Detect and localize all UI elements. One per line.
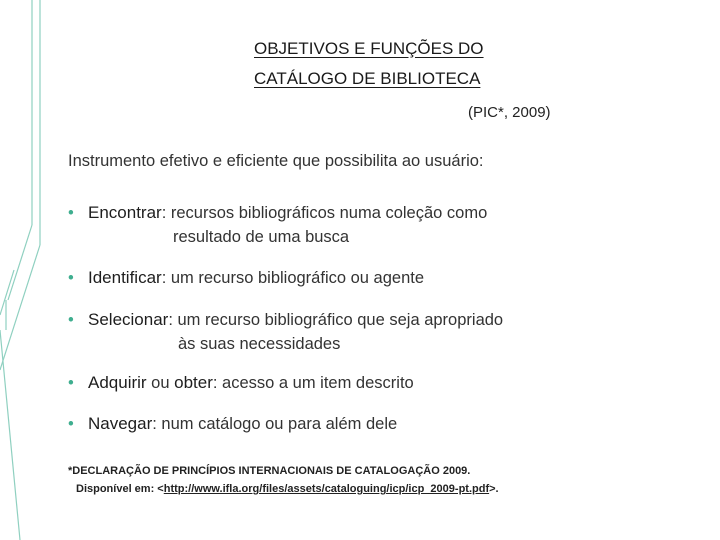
reference-line-2 xyxy=(68,480,499,498)
intro-text: Instrumento efetivo e eficiente que possibilita ao usuário: xyxy=(68,152,484,170)
bullet-term: Identificar xyxy=(88,268,162,287)
bullet-term-2: obter xyxy=(174,373,213,392)
decorative-lines xyxy=(0,0,60,540)
title-line-1: OBJETIVOS E FUNÇÕES DO xyxy=(254,39,484,58)
reference-suffix: >. xyxy=(489,483,499,495)
reference-link[interactable]: http://www.ifla.org/files/assets/cataloguing/icp/icp_2009-pt.pdf xyxy=(163,483,490,495)
bullet-dot: • xyxy=(68,374,74,392)
bullet-dot: • xyxy=(68,204,74,222)
bullet-continuation: resultado de uma busca xyxy=(173,228,350,246)
bullet-navegar xyxy=(68,414,397,434)
bullet-text: : num catálogo ou para além dele xyxy=(152,415,398,433)
slide-title xyxy=(254,34,484,94)
reference-footnote xyxy=(68,462,499,498)
bullet-encontrar xyxy=(68,203,488,246)
bullet-term: Encontrar xyxy=(88,203,162,222)
bullet-connector: ou xyxy=(146,374,175,392)
title-line-2: CATÁLOGO DE BIBLIOTECA xyxy=(254,69,481,88)
bullet-text: : acesso a um item descrito xyxy=(212,374,414,392)
citation: (PIC*, 2009) xyxy=(468,104,551,121)
bullet-dot: • xyxy=(68,311,74,329)
bullet-text: : um recurso bibliográfico ou agente xyxy=(161,269,425,287)
bullet-term: Navegar xyxy=(88,414,153,433)
bullet-dot: • xyxy=(68,269,74,287)
bullet-text: : recursos bibliográficos numa coleção como xyxy=(161,204,488,222)
bullet-term: Adquirir xyxy=(88,373,147,392)
bullet-selecionar xyxy=(68,310,504,353)
bullet-dot: • xyxy=(68,415,74,433)
bullet-term: Selecionar xyxy=(88,310,169,329)
reference-prefix: Disponível em: < xyxy=(76,483,164,495)
bullet-adquirir xyxy=(68,373,414,393)
bullet-identificar xyxy=(68,268,424,288)
bullet-text: : um recurso bibliográfico que seja apropriado xyxy=(168,311,504,329)
bullet-continuation: às suas necessidades xyxy=(178,335,341,353)
reference-line-1: *DECLARAÇÃO DE PRINCÍPIOS INTERNACIONAIS DE CATALOGAÇÃO 2009. xyxy=(68,465,471,477)
